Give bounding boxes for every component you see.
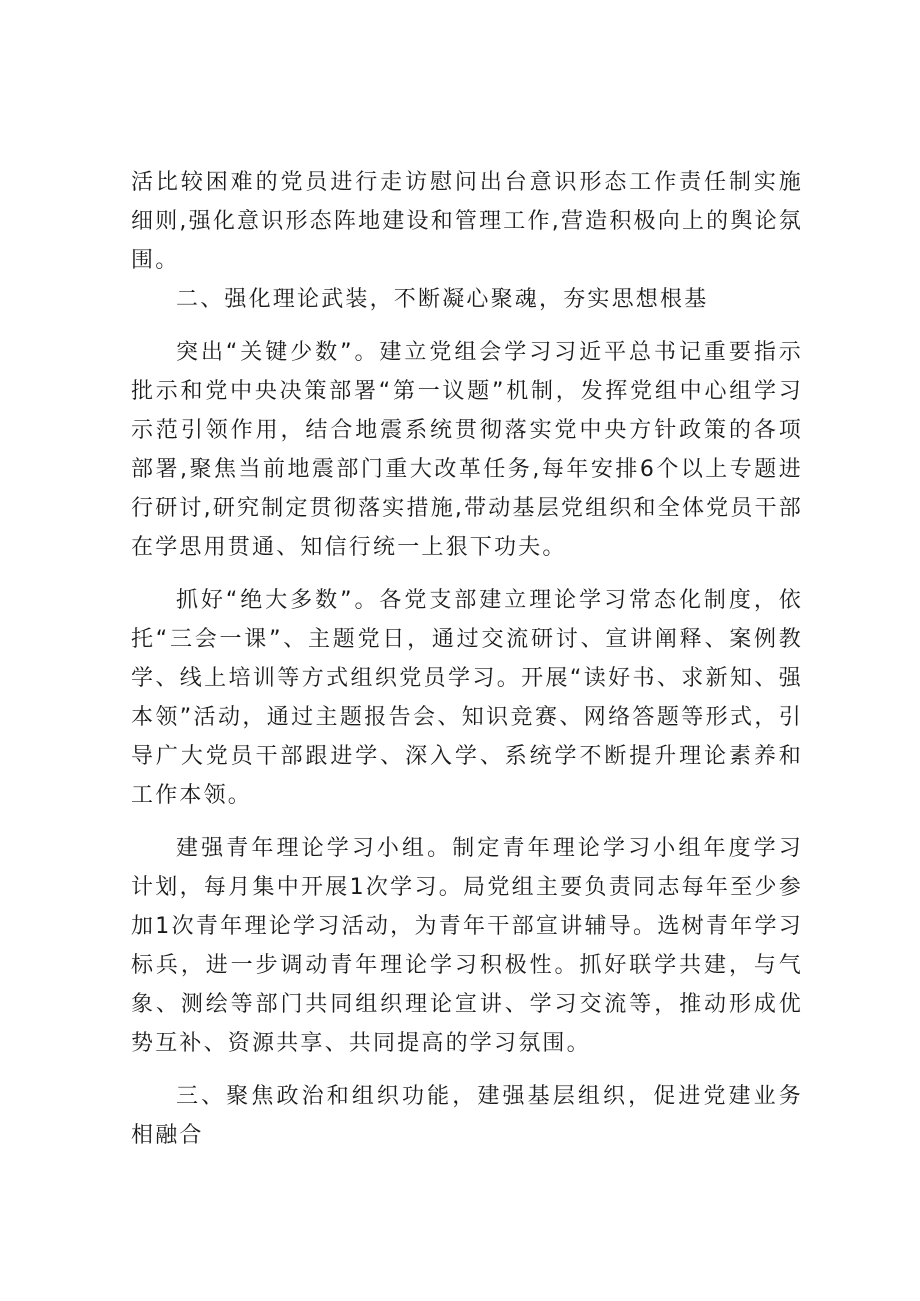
section-heading-2: 二、强化理论武装，不断凝心聚魂，夯实思想根基	[176, 287, 709, 312]
paragraph-majority: 抓好“绝大多数”。各党支部建立理论学习常态化制度，依托“三会一课”、主题党日，通过交流研讨、宣讲阐释、案例教学、线上培训等方式组织党员学习。开展“读好书、求新知、强本领”活动，通过主题报告会、知识竞赛、网络答题等形式，引导广大党员干部跟进学、深入学、系统学不断提升理论素养和工作本领。	[131, 588, 803, 808]
paragraph-continuation: 活比较困难的党员进行走访慰问出台意识形态工作责任制实施细则,强化意识形态阵地建设和管理工作,营造积极向上的舆论氛围。	[131, 170, 803, 273]
section-heading-3: 三、聚焦政治和组织功能，建强基层组织，促进党建业务相融合	[131, 1084, 803, 1148]
paragraph-youth-group: 建强青年理论学习小组。制定青年理论学习小组年度学习计划，每月集中开展1次学习。局党组主要负责同志每年至少参加1次青年理论学习活动，为青年干部宣讲辅导。选树青年学习标兵，进一步调动青年理论学习积极性。抓好联学共建，与气象、测绘等部门共同组织理论宣讲、学习交流等，推动形成优势互补、资源共享、共同提高的学习氛围。	[131, 836, 803, 1056]
paragraph-key-minority: 突出“关键少数”。建立党组会学习习近平总书记重要指示批示和党中央决策部署“第一议题”机制，发挥党组中心组学习示范引领作用，结合地震系统贯彻落实党中央方针政策的各项部署,聚焦当前地震部门重大改革任务,每年安排6个以上专题进行研讨,研究制定贯彻落实措施,带动基层党组织和全体党员干部在学思用贯通、知信行统一上狠下功夫。	[131, 340, 803, 560]
document-page	[131, 163, 803, 1155]
